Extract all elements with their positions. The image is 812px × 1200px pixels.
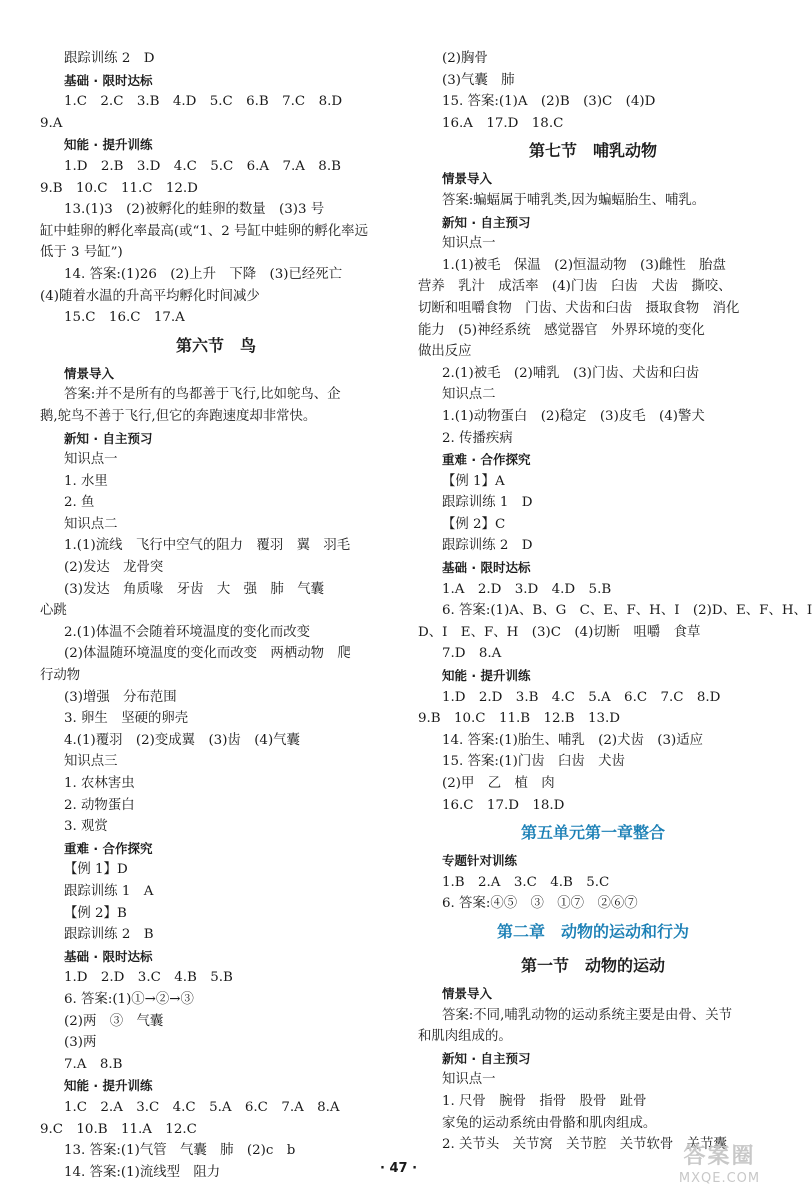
answer-line: 心跳 [40, 603, 67, 619]
answer-line: 9.C 10.B 11.A 12.C [40, 1121, 197, 1137]
section-label: 重难 · 合作探究 [442, 452, 531, 468]
answer-line: 14. 答案:(1)26 (2)上升 下降 (3)已经死亡 [64, 266, 343, 282]
answer-line: 13. 答案:(1)气管 气囊 肺 (2)c b [64, 1143, 296, 1159]
answer-line: 答案:并不是所有的鸟都善于飞行,比如鸵鸟、企 [64, 387, 341, 403]
answer-line: 【例 2】C [442, 516, 506, 532]
answer-line: 做出反应 [418, 344, 472, 360]
answer-line: 7.D 8.A [442, 646, 502, 662]
answer-line: 【例 1】A [442, 473, 505, 489]
answer-line: 【例 1】D [64, 862, 128, 878]
answer-line: 6. 答案:(1)①→②→③ [64, 991, 194, 1007]
answer-line: 1.(1)被毛 保温 (2)恒温动物 (3)雌性 胎盘 [442, 257, 726, 273]
answer-line: 1.(1)流线 飞行中空气的阻力 覆羽 翼 羽毛 [64, 538, 351, 554]
answer-line: 1. 水里 [64, 473, 108, 489]
answer-line: 鹅,鸵鸟不善于飞行,但它的奔跑速度却非常快。 [40, 408, 317, 424]
watermark-logo-text: 答案圈 [683, 1144, 756, 1169]
section-label: 新知 · 自主预习 [442, 1050, 531, 1066]
answer-line: 2.(1)被毛 (2)哺乳 (3)门齿、犬齿和臼齿 [442, 365, 700, 381]
site-watermark [662, 1144, 777, 1192]
answer-line: 16.C 17.D 18.D [442, 797, 565, 813]
answer-line: 能力 (5)神经系统 感觉器官 外界环境的变化 [418, 322, 705, 338]
answer-line: 1.A 2.D 3.D 4.D 5.B [442, 581, 612, 597]
section-label: 专题针对训练 [442, 853, 518, 869]
answer-line: 知识点二 [442, 387, 496, 403]
answer-line: 1.D 2.D 3.C 4.B 5.B [64, 970, 233, 986]
answer-line: 1.C 2.A 3.C 4.C 5.A 6.C 7.A 8.A [64, 1099, 340, 1115]
answer-line: 6. 答案:(1)A、B、G C、E、F、H、I (2)D、E、F、H、I [442, 603, 812, 619]
answer-line: 1.(1)动物蛋白 (2)稳定 (3)皮毛 (4)警犬 [442, 408, 705, 424]
section-title: 第二章 动物的运动和行为 [496, 921, 689, 941]
answer-line: 家兔的运动系统由骨骼和肌肉组成。 [442, 1115, 657, 1131]
answer-line: 2. 鱼 [64, 495, 95, 511]
answer-line: (2)胸骨 [442, 51, 488, 66]
right-column [418, 48, 812, 1156]
answer-line: 跟踪训练 2 B [64, 927, 154, 943]
watermark-url: MXQE.COM [678, 1171, 761, 1186]
answer-line: (2)体温随环境温度的变化而改变 两栖动物 爬 [64, 646, 351, 662]
section-title: 第五单元第一章整合 [520, 823, 665, 843]
answer-line: 2. 动物蛋白 [64, 797, 135, 813]
section-label: 情景导入 [442, 171, 493, 187]
answer-line: 1.B 2.A 3.C 4.B 5.C [442, 874, 610, 890]
answer-line: 9.B 10.C 11.B 12.B 13.D [418, 711, 621, 727]
answer-line: 1.C 2.C 3.B 4.D 5.C 6.B 7.C 8.D [64, 94, 343, 110]
answer-line: 2. 关节头 关节窝 关节腔 关节软骨 关节囊 [442, 1137, 727, 1153]
answer-line: 1.D 2.D 3.B 4.C 5.A 6.C 7.C 8.D [442, 689, 721, 705]
answer-line: (3)两 [64, 1035, 97, 1051]
answer-line: 15. 答案:(1)门齿 臼齿 犬齿 [442, 754, 625, 770]
answer-line: 知识点二 [64, 516, 118, 532]
answer-line: 和肌肉组成的。 [418, 1029, 512, 1045]
answer-line: 跟踪训练 2 D [442, 538, 533, 554]
answer-line: 跟踪训练 1 A [64, 883, 154, 899]
answer-line: 切断和咀嚼食物 门齿、犬齿和臼齿 摄取食物 消化 [418, 300, 740, 316]
answer-line: 14. 答案:(1)胎生、哺乳 (2)犬齿 (3)适应 [442, 732, 704, 748]
section-title: 第一节 动物的运动 [520, 955, 665, 975]
answer-line: 知识点一 [442, 1072, 496, 1088]
answer-line: (4)随着水温的升高平均孵化时间减少 [40, 288, 260, 304]
answer-line: 跟踪训练 2 D [64, 51, 155, 66]
answer-line: 4.(1)覆羽 (2)变成翼 (3)齿 (4)气囊 [64, 732, 300, 748]
section-label: 知能 · 提升训练 [64, 137, 153, 153]
answer-line: 1. 农林害虫 [64, 776, 135, 791]
answer-line: 7.A 8.B [64, 1056, 123, 1072]
answer-line: 营养 乳汁 成活率 (4)门齿 臼齿 犬齿 撕咬、 [418, 279, 732, 295]
answer-line: (3)增强 分布范围 [64, 689, 177, 705]
section-label: 基础 · 限时达标 [442, 560, 531, 576]
answer-line: 16.A 17.D 18.C [442, 115, 564, 131]
answer-line: 1. 尺骨 腕骨 指骨 股骨 趾骨 [442, 1093, 647, 1109]
section-title: 第七节 哺乳动物 [528, 141, 657, 161]
answer-line: 15.C 16.C 17.A [64, 310, 185, 326]
answer-line: 缸中蛙卵的孵化率最高(或“1、2 号缸中蛙卵的孵化率远 [40, 223, 368, 239]
answer-line: (2)两 ③ 气囊 [64, 1013, 164, 1029]
section-label: 情景导入 [64, 365, 115, 381]
answer-line: 13.(1)3 (2)被孵化的蛙卵的数量 (3)3 号 [64, 202, 325, 218]
answer-line: 1.D 2.B 3.D 4.C 5.C 6.A 7.A 8.B [64, 158, 341, 174]
answer-line: 3. 卵生 坚硬的卵壳 [64, 711, 189, 727]
answer-line: (3)气囊 肺 [442, 72, 515, 88]
answer-line: D、I E、F、H (3)C (4)切断 咀嚼 食草 [418, 624, 701, 640]
page-number: · 47 · [379, 1161, 418, 1176]
answer-line: 低于 3 号缸”) [40, 245, 123, 261]
section-label: 新知 · 自主预习 [442, 214, 531, 230]
answer-line: 9.A [40, 115, 63, 131]
answer-line: 6. 答案:④⑤ ③ ①⑦ ②⑥⑦ [442, 896, 638, 912]
answer-line: (3)发达 角质喙 牙齿 大 强 肺 气囊 [64, 581, 324, 597]
answer-line: 知识点一 [442, 236, 496, 252]
section-label: 新知 · 自主预习 [64, 430, 153, 446]
answer-line: 知识点三 [64, 754, 118, 770]
section-label: 重难 · 合作探究 [64, 840, 153, 856]
answer-line: 15. 答案:(1)A (2)B (3)C (4)D [442, 94, 656, 110]
answer-line: 9.B 10.C 11.C 12.D [40, 180, 198, 196]
answer-line: (2)甲 乙 植 肉 [442, 776, 555, 791]
answer-line: 14. 答案:(1)流线型 阻力 [64, 1164, 221, 1180]
answer-line: 知识点一 [64, 452, 118, 468]
answer-line: 跟踪训练 1 D [442, 495, 533, 511]
section-label: 知能 · 提升训练 [64, 1078, 153, 1094]
answer-line: 行动物 [40, 668, 81, 684]
section-label: 基础 · 限时达标 [64, 948, 153, 964]
section-label: 情景导入 [442, 985, 493, 1001]
left-column [40, 48, 392, 1183]
answer-line: 答案:不同,哺乳动物的运动系统主要是由骨、关节 [442, 1007, 732, 1023]
answer-line: 答案:蝙蝠属于哺乳类,因为蝙蝠胎生、哺乳。 [442, 192, 706, 208]
section-label: 基础 · 限时达标 [64, 72, 153, 88]
answer-line: 3. 观赏 [64, 819, 108, 835]
answer-line: (2)发达 龙骨突 [64, 560, 164, 576]
answer-line: 2. 传播疾病 [442, 430, 513, 446]
answer-line: 【例 2】B [64, 905, 127, 921]
section-label: 知能 · 提升训练 [442, 668, 531, 684]
section-title: 第六节 鸟 [175, 335, 256, 355]
answer-line: 2.(1)体温不会随着环境温度的变化而改变 [64, 624, 310, 640]
